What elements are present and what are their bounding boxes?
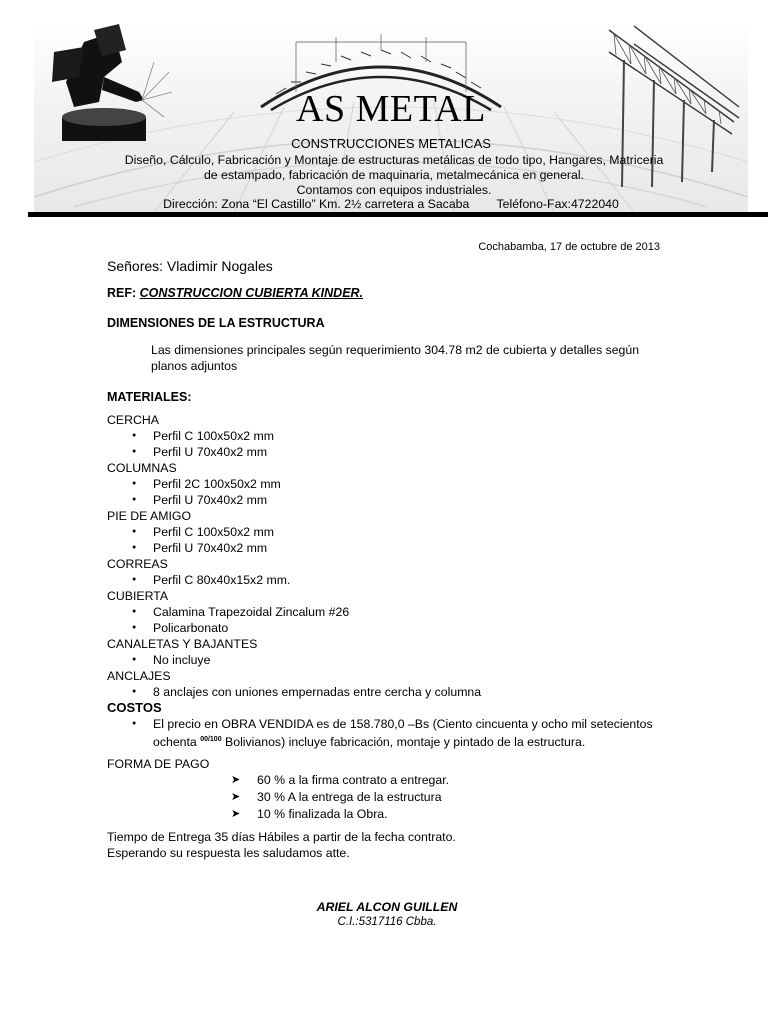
company-subtitle: CONSTRUCCIONES METALICAS bbox=[291, 136, 491, 151]
dimensions-title: DIMENSIONES DE LA ESTRUCTURA bbox=[107, 316, 325, 330]
list-item: ● Perfil C 100x50x2 mm bbox=[107, 428, 667, 444]
costs-cents: 00/100 bbox=[200, 736, 222, 743]
letterhead bbox=[34, 22, 748, 212]
material-items bbox=[107, 428, 667, 460]
list-item: ● Perfil C 100x50x2 mm bbox=[107, 524, 667, 540]
material-items bbox=[107, 476, 667, 508]
signer-name: ARIEL ALCON GUILLEN bbox=[316, 900, 458, 914]
dimensions-text: Las dimensiones principales según requerimiento 304.78 m2 de cubierta y detalles según planos adjuntos bbox=[151, 343, 640, 373]
materials-title: MATERIALES: bbox=[107, 390, 192, 404]
materials-list bbox=[107, 412, 667, 700]
reference-line bbox=[107, 286, 667, 300]
costs-list bbox=[107, 716, 667, 750]
company-description bbox=[94, 153, 694, 198]
welder-icon bbox=[44, 22, 174, 152]
costs-text-after: Bolivianos) incluye fabricación, montaje y pintado de la estructura. bbox=[221, 735, 586, 750]
payment-item: ➤ 30 % A la entrega de la estructura bbox=[107, 789, 667, 806]
list-item: ● 8 anclajes con uniones empernadas entre cercha y columna bbox=[107, 684, 667, 700]
closing-text: Esperando su respuesta les saludamos atte. bbox=[107, 846, 350, 861]
payment-list bbox=[107, 772, 667, 823]
company-brand: AS METAL bbox=[296, 88, 486, 130]
list-item: ● Calamina Trapezoidal Zincalum #26 bbox=[107, 604, 667, 620]
signature-block bbox=[0, 900, 768, 930]
header-divider bbox=[28, 212, 768, 217]
list-item: ● Policarbonato bbox=[107, 620, 667, 636]
material-category: CORREAS bbox=[107, 557, 168, 571]
costs-text bbox=[107, 716, 667, 750]
list-item: ● Perfil C 80x40x15x2 mm. bbox=[107, 572, 667, 588]
list-item: ● Perfil U 70x40x2 mm bbox=[107, 492, 667, 508]
material-category: ANCLAJES bbox=[107, 669, 171, 683]
material-category: COLUMNAS bbox=[107, 461, 177, 475]
description-line: de estampado, fabricación de maquinaria, metalmecánica en general. bbox=[203, 168, 585, 182]
list-item: ● Perfil U 70x40x2 mm bbox=[107, 540, 667, 556]
closing-block bbox=[107, 829, 667, 861]
material-category: CANALETAS Y BAJANTES bbox=[107, 637, 258, 651]
material-category: CERCHA bbox=[107, 413, 159, 427]
material-items bbox=[107, 524, 667, 556]
company-contact bbox=[34, 197, 748, 212]
payment-title: FORMA DE PAGO bbox=[107, 757, 210, 772]
material-items bbox=[107, 604, 667, 636]
list-item: ● Perfil U 70x40x2 mm bbox=[107, 444, 667, 460]
material-items bbox=[107, 684, 667, 700]
costs-title: COSTOS bbox=[107, 700, 162, 715]
material-category: PIE DE AMIGO bbox=[107, 509, 192, 523]
material-items bbox=[107, 652, 667, 668]
list-item: ● Perfil 2C 100x50x2 mm bbox=[107, 476, 667, 492]
company-address: Dirección: Zona “El Castillo” Km. 2½ carretera a Sacaba bbox=[163, 197, 470, 211]
description-line: Diseño, Cálculo, Fabricación y Montaje de estructuras metálicas de todo tipo, Hangares, Matriceria bbox=[124, 153, 664, 167]
description-line: Contamos con equipos industriales. bbox=[296, 183, 492, 197]
list-item: ● No incluye bbox=[107, 652, 667, 668]
payment-item: ➤ 60 % a la firma contrato a entregar. bbox=[107, 772, 667, 789]
delivery-time: Tiempo de Entrega 35 días Hábiles a partir de la fecha contrato. bbox=[107, 830, 456, 845]
company-phone: Teléfono-Fax:4722040 bbox=[496, 197, 619, 211]
reference-text: CONSTRUCCION CUBIERTA KINDER. bbox=[139, 286, 364, 300]
payment-item: ➤ 10 % finalizada la Obra. bbox=[107, 806, 667, 823]
reference-label: REF: bbox=[107, 286, 137, 300]
signer-id: C.I.:5317116 Cbba. bbox=[337, 916, 437, 928]
costs-text-before: El precio en OBRA VENDIDA es de 158.780,0 –Bs (Ciento cincuenta y ocho mil setecientos ochenta bbox=[153, 717, 653, 750]
material-items bbox=[107, 572, 667, 588]
letter-date: Cochabamba, 17 de octubre de 2013 bbox=[478, 241, 660, 253]
greeting: Señores: Vladimir Nogales bbox=[107, 258, 273, 274]
letter-body bbox=[107, 254, 667, 861]
material-category: CUBIERTA bbox=[107, 589, 169, 603]
